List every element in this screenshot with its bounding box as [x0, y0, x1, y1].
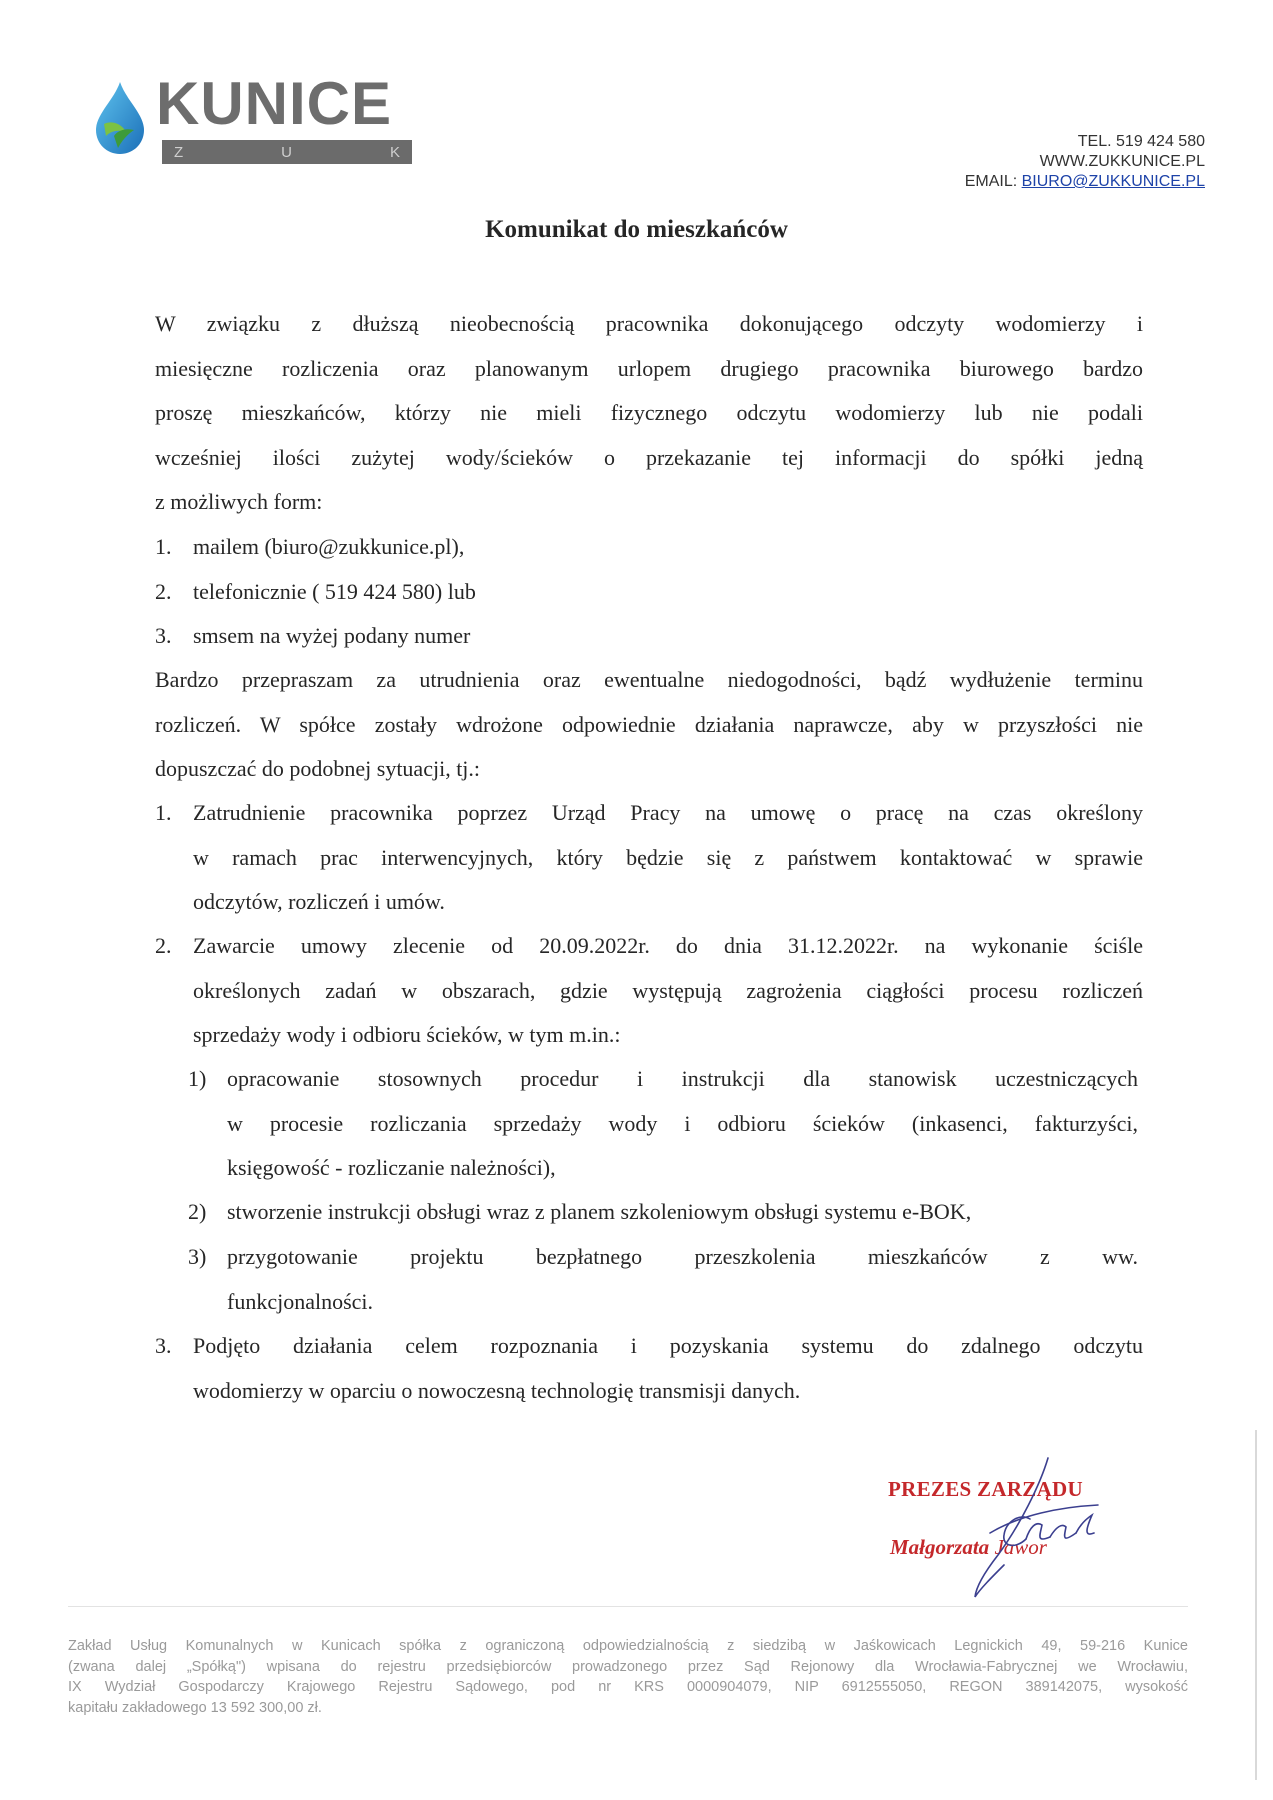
list-text: mailem (biuro@zukkunice.pl), [193, 534, 465, 559]
footer-line: kapitału zakładowego 13 592 300,00 zł. [68, 1699, 322, 1716]
list-text: telefonicznie ( 519 424 580) lub [193, 578, 476, 604]
legal-footer [68, 1636, 1188, 1718]
intro-line: z możliwych form: [155, 489, 323, 514]
apology-line: rozliczeń. W spółce zostały wdrożone odpowiednie działania naprawcze, aby w przyszłości nie [155, 711, 1143, 737]
action-line: sprzedaży wody i odbioru ścieków, w tym m.in.: [193, 1022, 621, 1047]
action-line: Podjęto działania celem rozpoznania i pozyskania systemu do zdalnego odczytu [193, 1333, 1143, 1358]
sub-line: przygotowanie projektu bezpłatnego przeszkolenia mieszkańców z ww. [227, 1244, 1138, 1269]
list-number: 2. [155, 933, 172, 958]
list-number: 3. [155, 623, 172, 648]
sub-line: funkcjonalności. [227, 1288, 374, 1314]
intro-line: proszę mieszkańców, którzy nie mieli fizycznego odczytu wodomierzy lub nie podali [155, 400, 1143, 425]
action-text [193, 1324, 1143, 1413]
list-number: 1. [155, 800, 172, 825]
sub-line: opracowanie stosownych procedur i instrukcji dla stanowisk uczestniczących [227, 1066, 1138, 1091]
contact-phone: TEL. 519 424 580 [1077, 133, 1205, 150]
document-title: Komunikat do mieszkańców [485, 216, 788, 243]
list-item [155, 525, 476, 570]
list-number: 1) [188, 1066, 207, 1091]
sub-text [227, 1057, 1138, 1191]
logo-wordmark: KUNICE [156, 70, 393, 137]
apology-line: dopuszczać do podobnej sytuacji, tj.: [155, 756, 481, 781]
sub-line: w procesie rozliczania sprzedaży wody i odbioru ścieków (inkasenci, fakturzyści, [227, 1110, 1138, 1136]
stamp-name-first: Małgorzata [890, 1535, 990, 1559]
list-number: 1. [155, 534, 172, 559]
action-line: Zawarcie umowy zlecenie od 20.09.2022r. do dnia 31.12.2022r. na wykonanie ściśle [193, 933, 1143, 958]
water-drop-icon [92, 80, 148, 156]
action-line: odczytów, rozliczeń i umów. [193, 889, 445, 914]
footer-line: Zakład Usług Komunalnych w Kunicach spółka z ograniczoną odpowiedzialnością z siedzibą w Jaśkowicach Legnickich 49, 59-216 Kunice [68, 1638, 1188, 1654]
list-number: 3) [188, 1244, 207, 1269]
company-logo [92, 70, 422, 170]
sub-line: księgowość - rozliczanie należności), [227, 1155, 556, 1180]
list-item [155, 570, 476, 615]
contact-email-row [965, 172, 1205, 192]
stamp-name-last: Jawor [989, 1535, 1047, 1559]
action-line: w ramach prac interwencyjnych, który będzie się z państwem kontaktować w sprawie [193, 844, 1143, 870]
stamp-role: PREZES ZARZĄDU [888, 1477, 1083, 1501]
apology-line: Bardzo przepraszam za utrudnienia oraz ewentualne niedogodności, bądź wydłużenie terminu [155, 667, 1143, 692]
logo-letter: U [281, 143, 292, 161]
contact-block [965, 132, 1205, 192]
footer-line: (zwana dalej „Spółką") wpisana do rejestru przedsiębiorców prowadzonego przez Sąd Rejonowy dla Wrocławia-Fabrycznej we Wrocławiu, [68, 1658, 1188, 1675]
contact-email-label: EMAIL: [964, 173, 1022, 190]
contact-forms-list [155, 525, 476, 659]
signature-stamp [880, 1455, 1120, 1605]
footer-line: IX Wydział Gospodarczy Krajowego Rejestru Sądowego, pod nr KRS 0000904079, NIP 6912555050, REGON 389142075, wysokość [68, 1679, 1188, 1695]
footer-divider [68, 1606, 1188, 1607]
sub-text [227, 1235, 1138, 1324]
sub-line: stworzenie instrukcji obsługi wraz z planem szkoleniowym obsługi systemu e-BOK, [227, 1199, 972, 1224]
intro-paragraph [155, 302, 1143, 525]
action-line: Zatrudnienie pracownika poprzez Urząd Pracy na umowę o pracę na czas określony [193, 800, 1143, 825]
sub-text [227, 1190, 1138, 1235]
list-number: 2. [155, 578, 172, 604]
intro-line: wcześniej ilości zużytej wody/ścieków o przekazanie tej informacji do spółki jedną [155, 444, 1143, 470]
contact-email-link[interactable]: BIURO@ZUKKUNICE.PL [1021, 173, 1205, 190]
logo-letter: Z [174, 143, 184, 161]
list-item [155, 614, 476, 659]
handwritten-signature [880, 1455, 1120, 1605]
action-line: określonych zadań w obszarach, gdzie występują zagrożenia ciągłości procesu rozliczeń [193, 977, 1143, 1003]
intro-line: W związku z dłuższą nieobecnością pracownika dokonującego odczyty wodomierzy i [155, 311, 1143, 336]
contact-website: WWW.ZUKKUNICE.PL [1039, 153, 1205, 170]
scan-edge-line [1255, 1430, 1257, 1780]
action-text [193, 791, 1143, 925]
intro-line: miesięczne rozliczenia oraz planowanym urlopem drugiego pracownika biurowego bardzo [155, 355, 1143, 381]
list-number: 3. [155, 1333, 172, 1358]
action-text [193, 924, 1143, 1058]
apology-paragraph [155, 658, 1143, 792]
logo-subbar [162, 140, 412, 164]
list-text: smsem na wyżej podany numer [193, 623, 471, 648]
action-line: wodomierzy w oparciu o nowoczesną technologię transmisji danych. [193, 1377, 801, 1403]
list-number: 2) [188, 1199, 207, 1224]
logo-letter: K [389, 143, 400, 161]
